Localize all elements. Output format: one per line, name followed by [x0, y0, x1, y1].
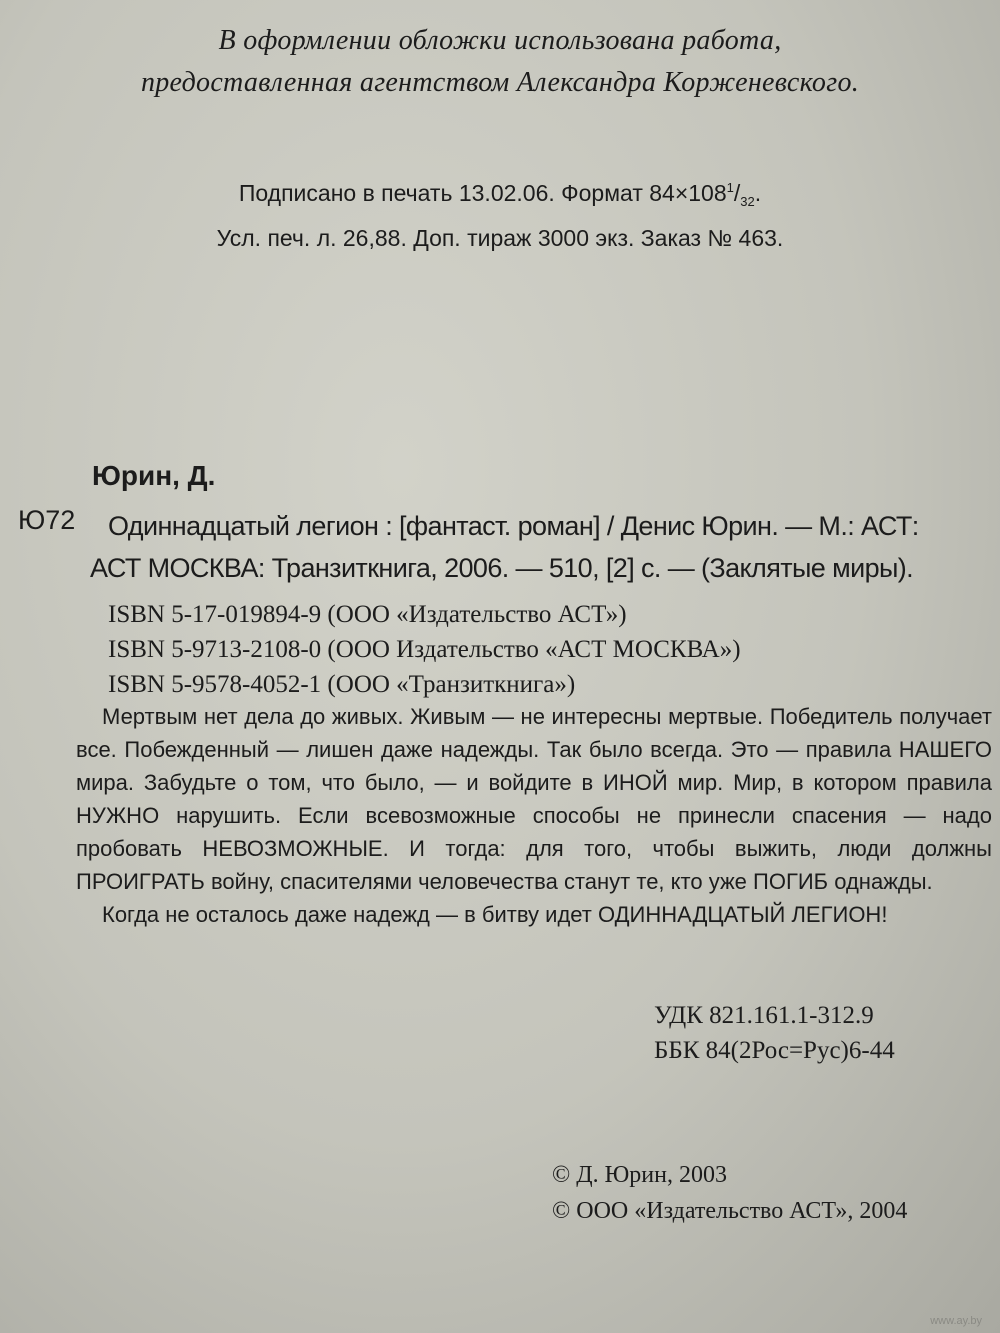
format-denominator: 32 — [740, 194, 755, 209]
udk-code: УДК 821.161.1-312.9 — [654, 1002, 874, 1029]
imprint-line-1-text: Подписано в печать 13.02.06. Формат 84×108 — [238, 180, 727, 206]
print-imprint — [0, 170, 1000, 256]
imprint-line-2: Усл. печ. л. 26,88. Доп. тираж 3000 экз. Заказ № 463. — [216, 225, 784, 251]
catalog-code: Ю72 — [18, 505, 76, 535]
cover-credit-line-2: предоставленная агентством Александра Корженевского. — [140, 67, 860, 98]
site-watermark: www.ay.by — [930, 1315, 982, 1327]
isbn-item: ISBN 5-9713-2108-0 (ООО Издательство «АСТ МОСКВА») — [108, 636, 741, 663]
annotation-paragraph-2: Когда не осталось даже надежд — в битву идет ОДИННАДЦАТЫЙ ЛЕГИОН! — [102, 902, 888, 927]
imprint-line-1-end: . — [754, 180, 762, 206]
copyright-line-1: © Д. Юрин, 2003 — [552, 1162, 727, 1188]
copyright-block — [552, 1157, 907, 1229]
copyright-line-2: © ООО «Издательство АСТ», 2004 — [552, 1198, 908, 1224]
format-numerator: 1 — [726, 180, 734, 195]
cover-credit-line-1: В оформлении обложки использована работа, — [218, 25, 782, 56]
book-annotation — [76, 700, 992, 931]
isbn-list — [108, 597, 741, 702]
catalog-line-1: Одиннадцатый легион : [фантаст. роман] / Денис Юрин. — М.: АСТ: — [108, 511, 919, 541]
isbn-item: ISBN 5-9578-4052-1 (ООО «Транзиткнига») — [108, 671, 576, 698]
format-slash: / — [733, 180, 741, 206]
imprint-line-1 — [0, 170, 1000, 220]
cover-credit — [0, 20, 1000, 104]
isbn-item: ISBN 5-17-019894-9 (ООО «Издательство АСТ») — [108, 601, 627, 628]
catalog-line-2: АСТ МОСКВА: Транзиткнига, 2006. — 510, [2] с. — (Заклятые миры). — [90, 553, 914, 583]
bbk-code: ББК 84(2Рос=Рус)6-44 — [654, 1037, 895, 1064]
classification-codes — [654, 998, 895, 1068]
catalog-author: Юрин, Д. — [92, 460, 216, 491]
annotation-paragraph-1: Мертвым нет дела до живых. Живым — не интересны мертвые. Победитель получает все. Побежденный — лишен даже надежды. Так было всегда. Это — правила НАШЕГО мира. Забудьте о том, что было, — и войдите в ИНОЙ мир. Мир, в котором правила НУЖНО нарушить. Если всевозможные способы не принесли спасения — надо пробовать НЕВОЗМОЖНЫЕ. И тогда: для того, чтобы выжить, люди должны ПРОИГРАТЬ войну, спасителями человечества станут те, кто уже ПОГИБ однажды. — [76, 704, 992, 894]
catalog-description — [90, 505, 988, 589]
